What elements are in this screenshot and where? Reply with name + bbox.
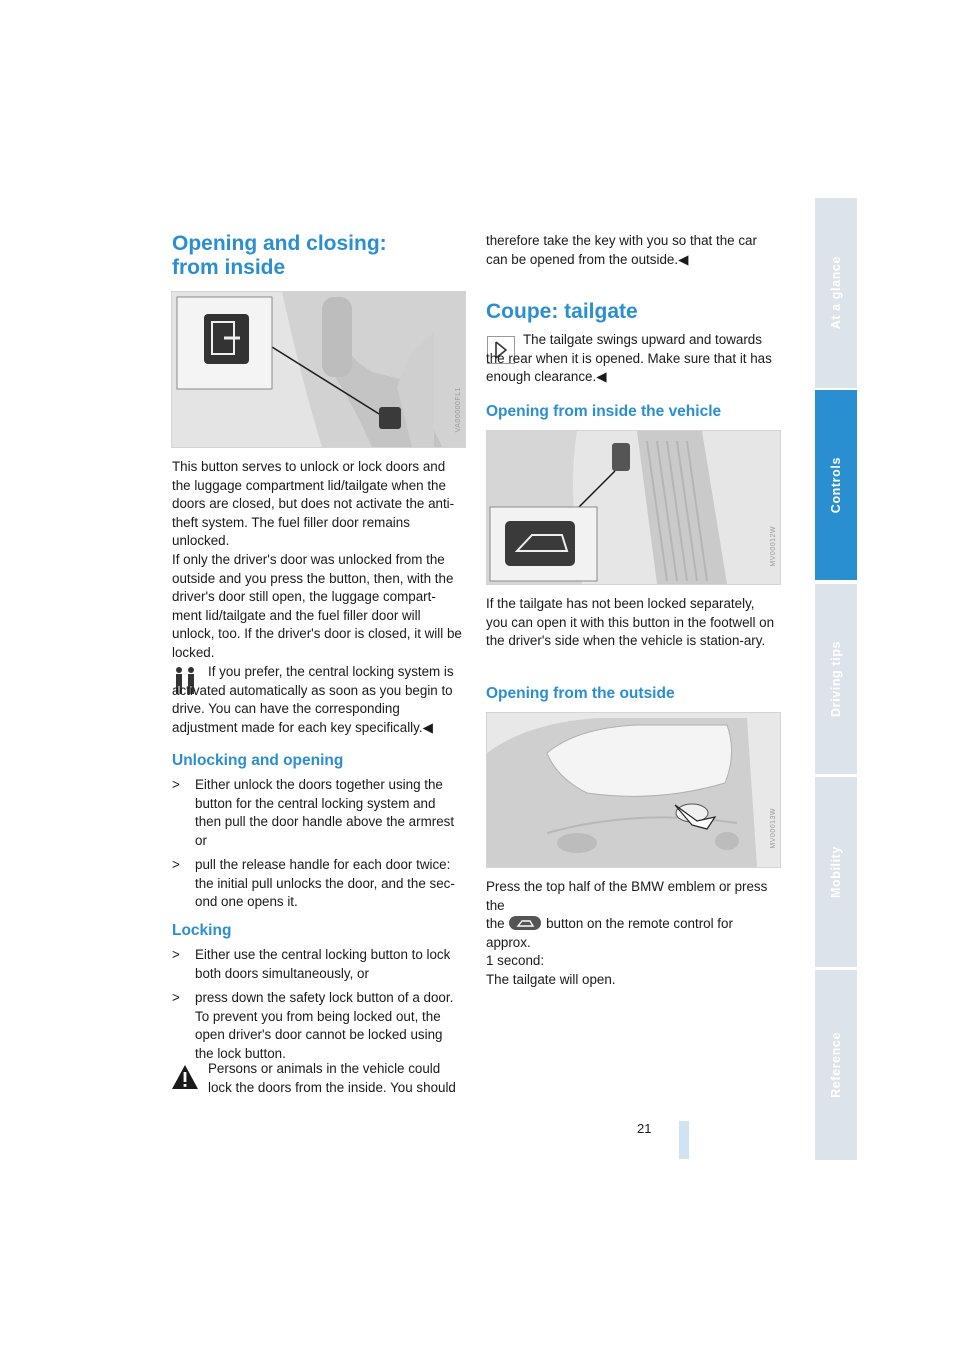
list-item-text: press down the safety lock button of a door. To prevent you from being locked out, the open driver's door cannot be locked using the lock button.	[195, 990, 454, 1061]
tab-mobility[interactable]	[815, 777, 857, 967]
note-text: The tailgate swings upward and towards the rear when it is opened. Make sure that it has enough clearance.	[486, 332, 772, 384]
tab-driving-tips[interactable]	[815, 584, 857, 774]
list-item	[172, 989, 464, 1063]
bullet-marker: >	[172, 777, 180, 792]
figure-code: VA00000FL1	[455, 387, 462, 433]
subheading-unlocking: Unlocking and opening	[172, 752, 344, 769]
page-number-bar	[679, 1121, 689, 1159]
list-item	[172, 776, 464, 850]
subheading-opening-outside: Opening from the outside	[486, 685, 675, 702]
list-item-text: Either unlock the doors together using the button for the central locking system and then pull the door handle above the armrest or	[195, 777, 455, 848]
figure-tailgate-emblem	[486, 712, 781, 868]
warning-continuation	[486, 232, 778, 269]
warning-text: therefore take the key with you so that the car can be opened from the outside.	[486, 233, 757, 267]
paragraph-text: The tailgate will open.	[486, 971, 616, 987]
paragraph-opening-outside	[486, 878, 778, 989]
remote-tailgate-key-icon	[508, 915, 542, 931]
list-unlocking	[172, 776, 464, 912]
list-item	[172, 946, 464, 983]
figure-code: MV00013W	[770, 808, 777, 849]
heading-line: Opening and closing:	[172, 232, 387, 255]
end-marker: ◀	[596, 369, 607, 384]
tab-controls[interactable]	[815, 390, 857, 580]
warning-persons-animals: Persons or animals in the vehicle could lock the doors from the inside. You should	[208, 1061, 456, 1095]
list-item-text: pull the release handle for each door twice: the initial pull unlocks the door, and the sec-ond one opens it.	[195, 857, 455, 909]
note-automatic-locking	[172, 663, 464, 737]
figure-code: MV00012W	[770, 526, 777, 567]
bullet-marker: >	[172, 990, 180, 1005]
figure-tailgate-button-footwell	[486, 430, 781, 585]
end-marker: ◀	[678, 251, 689, 267]
tab-label: Driving tips	[829, 641, 843, 717]
list-item-text: Either use the central locking button to lock both doors simultaneously, or	[195, 947, 451, 981]
bullet-marker: >	[172, 857, 180, 872]
paragraph-text: button on the remote control for approx.	[486, 916, 733, 950]
note-tailgate-clearance	[486, 331, 778, 387]
figure-central-locking-button	[171, 291, 466, 448]
warning-icon	[171, 1064, 199, 1090]
section-heading-coupe-tailgate: Coupe: tailgate	[486, 300, 638, 323]
list-locking	[172, 946, 464, 1063]
subheading-locking: Locking	[172, 922, 232, 939]
subheading-opening-inside: Opening from inside the vehicle	[486, 403, 722, 420]
tab-label: Mobility	[829, 845, 843, 899]
paragraph-text: Press the top half of the BMW emblem or press the	[486, 879, 768, 913]
tab-at-a-glance[interactable]	[815, 198, 857, 388]
paragraph-opening-inside: If the tailgate has not been locked separately, you can open it with this button in the footwell on the driver's side when the vehicle is station-ary.	[486, 596, 775, 648]
page-number: 21	[637, 1121, 652, 1136]
paragraph-driver-door: If only the driver's door was unlocked from the outside and you press the button, then, with the driver's door still open, the luggage compart-ment lid/tailgate and the fuel filler door will unlock, too. If the driver's door is closed, it will be locked.	[172, 552, 462, 660]
list-item	[172, 856, 464, 912]
end-marker: ◀	[422, 719, 433, 735]
tab-reference[interactable]	[815, 970, 857, 1160]
tab-label: Controls	[829, 456, 843, 514]
heading-line: from inside	[172, 256, 286, 279]
section-heading-opening-closing	[172, 232, 472, 280]
paragraph-text: 1 second:	[486, 953, 545, 968]
bullet-marker: >	[172, 947, 180, 962]
paragraph-text-the: the	[486, 916, 505, 931]
paragraph-button-function: This button serves to unlock or lock doors and the luggage compartment lid/tailgate when the doors are closed, but does not activate the anti-theft system. The fuel filler door remains unlocked.	[172, 459, 455, 548]
note-text: If you prefer, the central locking system is activated automatically as soon as you begin to drive. You can have the corresponding adjustment made for each key specifically.	[172, 664, 454, 735]
tab-label: At a glance	[829, 256, 843, 330]
tab-label: Reference	[829, 1032, 843, 1098]
